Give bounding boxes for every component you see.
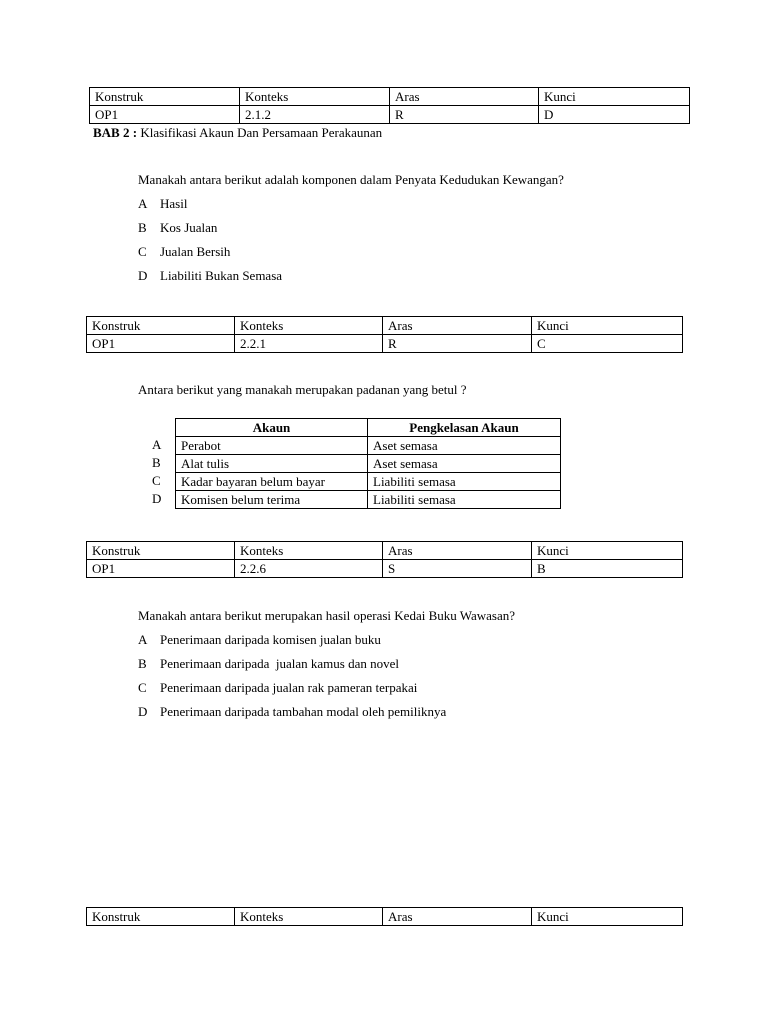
table-row <box>176 437 561 455</box>
cell-kunci: C <box>532 335 683 353</box>
cell-akaun: Komisen belum terima <box>176 491 368 509</box>
question-2-text: Antara berikut yang manakah merupakan padanan yang betul ? <box>138 382 467 397</box>
cell-konstruk: OP1 <box>90 106 240 124</box>
q1-option-d <box>138 268 282 284</box>
cell-akaun: Perabot <box>176 437 368 455</box>
header-konteks: Konteks <box>235 908 383 926</box>
q1-option-c <box>138 244 230 260</box>
cell-kunci: D <box>539 106 690 124</box>
option-text: Penerimaan daripada jualan kamus dan novel <box>160 656 399 671</box>
q3-option-b <box>138 656 399 672</box>
cell-kelas: Aset semasa <box>368 437 561 455</box>
cell-konteks: 2.1.2 <box>240 106 390 124</box>
q2-letter-c: C <box>152 473 161 488</box>
header-aras: Aras <box>383 317 532 335</box>
table-row <box>176 419 561 437</box>
table-row <box>90 106 690 124</box>
header-konstruk: Konstruk <box>87 908 235 926</box>
cell-konteks: 2.2.1 <box>235 335 383 353</box>
option-letter: D <box>138 704 148 719</box>
question-1-text: Manakah antara berikut adalah komponen dalam Penyata Kedudukan Kewangan? <box>138 172 564 187</box>
cell-kelas: Aset semasa <box>368 455 561 473</box>
meta-table-4 <box>86 907 683 926</box>
header-konstruk: Konstruk <box>87 317 235 335</box>
cell-kelas: Liabiliti semasa <box>368 473 561 491</box>
cell-kelas: Liabiliti semasa <box>368 491 561 509</box>
option-letter: D <box>138 268 148 283</box>
option-letter: C <box>138 244 147 259</box>
cell-akaun: Kadar bayaran belum bayar <box>176 473 368 491</box>
option-text: Penerimaan daripada komisen jualan buku <box>160 632 381 647</box>
option-letter: A <box>138 632 148 647</box>
option-text: Hasil <box>160 196 188 211</box>
q1-option-b <box>138 220 217 236</box>
option-text: Penerimaan daripada tambahan modal oleh pemiliknya <box>160 704 447 719</box>
cell-aras: S <box>383 560 532 578</box>
cell-konstruk: OP1 <box>87 335 235 353</box>
q1-option-a <box>138 196 187 212</box>
header-konstruk: Konstruk <box>87 542 235 560</box>
cell-akaun: Alat tulis <box>176 455 368 473</box>
q3-option-d <box>138 704 446 720</box>
header-konstruk: Konstruk <box>90 88 240 106</box>
table-row <box>87 542 683 560</box>
chapter-label: BAB 2 : <box>93 125 138 140</box>
chapter-heading <box>93 125 382 141</box>
header-konteks: Konteks <box>235 317 383 335</box>
option-letter: C <box>138 680 147 695</box>
table-row <box>90 88 690 106</box>
header-kunci: Kunci <box>532 542 683 560</box>
cell-aras: R <box>383 335 532 353</box>
table-row <box>87 317 683 335</box>
header-konteks: Konteks <box>240 88 390 106</box>
table-row <box>176 473 561 491</box>
option-letter: B <box>138 656 147 671</box>
cell-konteks: 2.2.6 <box>235 560 383 578</box>
option-text: Penerimaan daripada jualan rak pameran terpakai <box>160 680 418 695</box>
q3-option-c <box>138 680 417 696</box>
option-text: Jualan Bersih <box>160 244 231 259</box>
table-row <box>176 491 561 509</box>
table-row <box>87 335 683 353</box>
meta-table-2 <box>86 316 683 353</box>
cell-aras: R <box>390 106 539 124</box>
header-kunci: Kunci <box>532 908 683 926</box>
table-row <box>176 455 561 473</box>
header-aras: Aras <box>390 88 539 106</box>
matching-table <box>175 418 561 509</box>
q2-letter-d: D <box>152 491 162 506</box>
table-row <box>87 560 683 578</box>
cell-konstruk: OP1 <box>87 560 235 578</box>
header-aras: Aras <box>383 542 532 560</box>
header-konteks: Konteks <box>235 542 383 560</box>
question-3-text: Manakah antara berikut merupakan hasil operasi Kedai Buku Wawasan? <box>138 608 516 623</box>
header-kunci: Kunci <box>539 88 690 106</box>
option-letter: A <box>138 196 148 211</box>
header-pengkelasan: Pengkelasan Akaun <box>368 419 561 437</box>
q3-option-a <box>138 632 381 648</box>
cell-kunci: B <box>532 560 683 578</box>
option-text: Kos Jualan <box>160 220 218 235</box>
option-text: Liabiliti Bukan Semasa <box>160 268 283 283</box>
option-letter: B <box>138 220 147 235</box>
meta-table-1 <box>89 87 690 124</box>
header-aras: Aras <box>383 908 532 926</box>
table-row <box>87 908 683 926</box>
header-akaun: Akaun <box>176 419 368 437</box>
meta-table-3 <box>86 541 683 578</box>
chapter-title: Klasifikasi Akaun Dan Persamaan Perakaunan <box>140 125 383 140</box>
header-kunci: Kunci <box>532 317 683 335</box>
q2-letter-b: B <box>152 455 161 470</box>
q2-letter-a: A <box>152 437 162 452</box>
